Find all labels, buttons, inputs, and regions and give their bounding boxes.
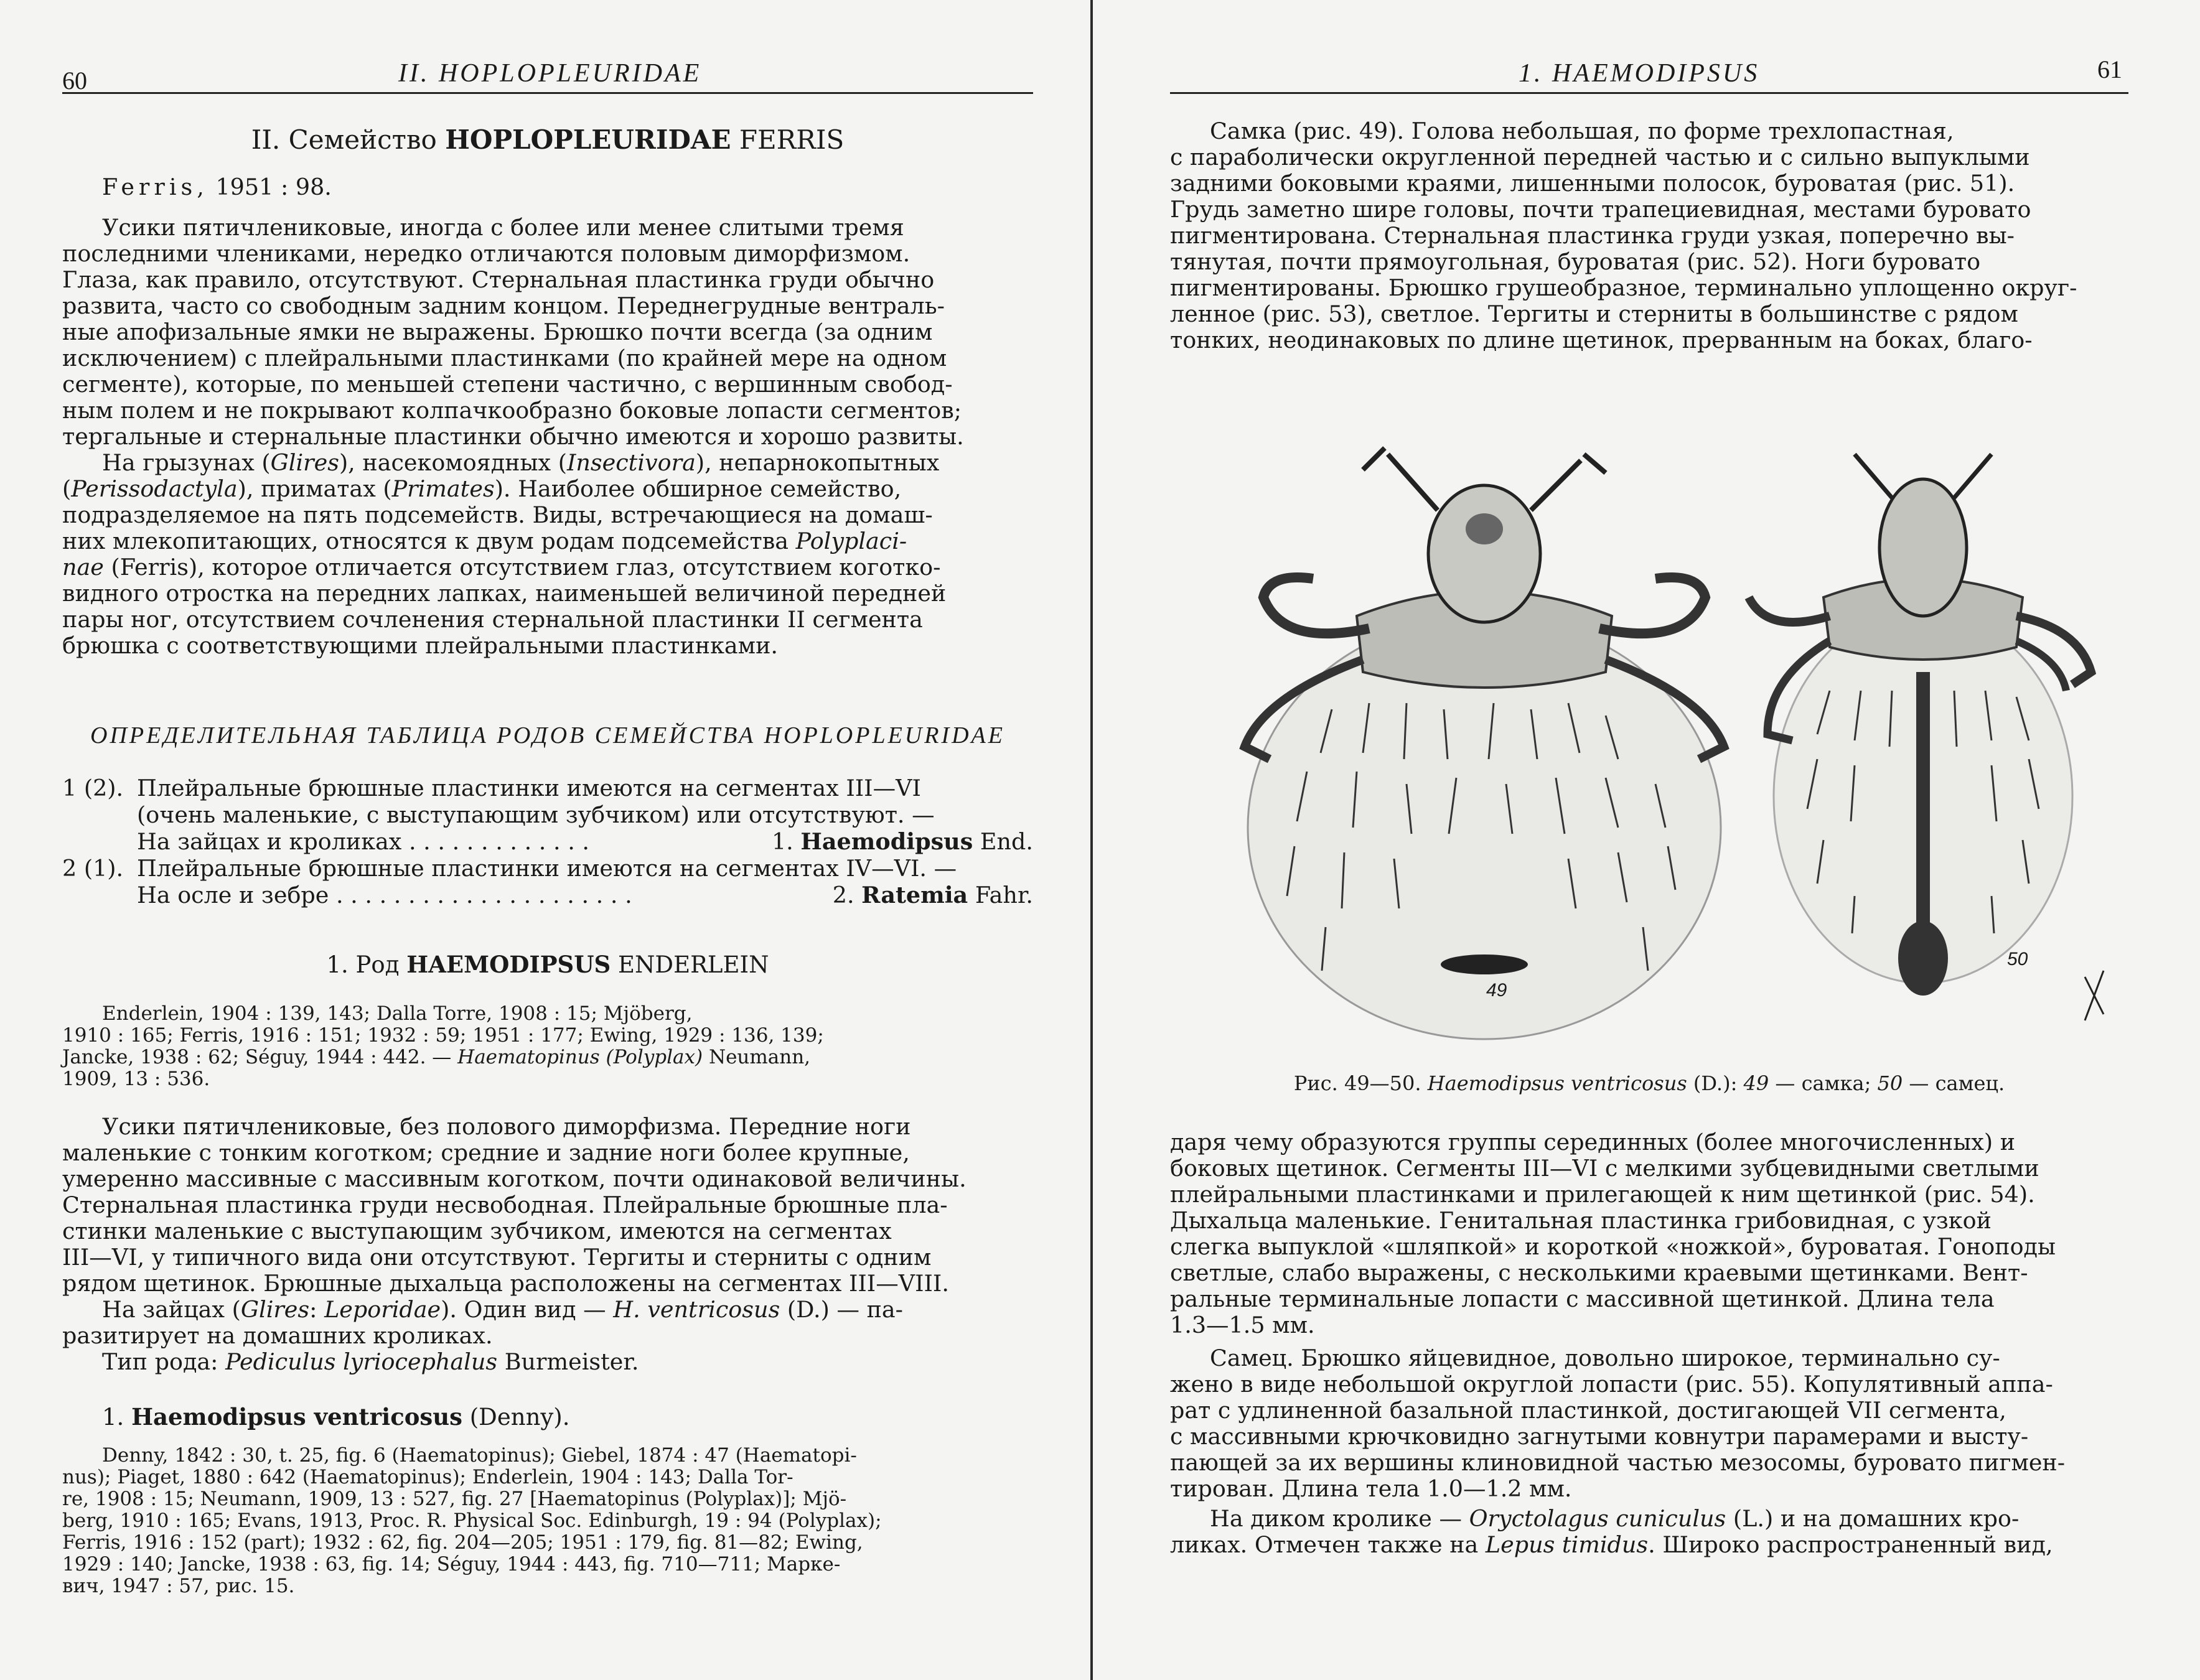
left-page bbox=[62, 0, 1033, 1680]
gutter-shadow bbox=[1090, 0, 1093, 1680]
right-running-head bbox=[1170, 55, 2128, 94]
key-row: 1 (2). Плейральные брюшные пластинки имеются на сегментах III—VI bbox=[62, 775, 921, 801]
genus-description: Усики пятичлениковые, без полового диморфизма. Передние ноги маленькие с тонким коготком; средние и задние ноги более крупные, умеренно массивные с массивным коготком, почти одинаковой величины. Стернальная пластинка груди несвободная. Плейральные брюшные пла- стинки маленькие с выступающим зубчиком, имеются на сегментах III—VI, у типичного вида они отсутствуют. Тергиты и стерниты с одним рядом щетинок. Брюшные дыхальца расположены на сегментах III—VIII. На зайцах (Glires: Leporidae). Один вид — H. ventricosus (D.) — па- разитирует на домашних кроликах. Тип рода: Pediculus lyriocephalus Burmeister. bbox=[62, 1113, 967, 1375]
page-number: 61 bbox=[2097, 55, 2122, 83]
key-row: 2 (1). Плейральные брюшные пластинки имеются на сегментах IV—VI. — bbox=[62, 855, 957, 882]
family-heading: II. Семейство HOPLOPLEURIDAE FERRIS bbox=[251, 124, 845, 155]
louse-illustrations bbox=[1170, 411, 2128, 1045]
figure-number-49: 49 bbox=[1486, 980, 1507, 1001]
key-heading: ОПРЕДЕЛИТЕЛЬНАЯ ТАБЛИЦА РОДОВ СЕМЕЙСТВА HOPLOPLEURIDAE bbox=[90, 722, 1005, 749]
family-hosts-paragraph: На грызунах (Glires), насекомоядных (Insectivora), непарнокопытных (Perissodactyla), приматах (Primates). Наиболее обширное семейство, подразделяемое на пять подсемейств. Виды, встречающиеся на домаш- них млекопитающих, относятся к двум родам подсемейства Polyplaci- nae (Ferris), которое отличается отсутствием глаз, отсутствием коготко- видного отростка на передних лапках, наименьшей величиной передней пары ног, отсутствием сочленения стернальной пластинки II сегмента брюшка с соответствующими плейральными пластинками. bbox=[62, 449, 947, 659]
species-citation: Denny, 1842 : 30, t. 25, fig. 6 (Haematopinus); Giebel, 1874 : 47 (Haematopi- nus); Piaget, 1880 : 642 (Haematopinus); Enderlein, 1904 : 143; Dalla Tor- re, 1908 : 15; Neumann, 1909, 13 : 527, fig. 27 [Haematopinus (Polyplax)]; Mjö- berg, 1910 : 165; Evans, 1913, Proc. R. Physical Soc. Edinburgh, 19 : 94 (Polyplax); Ferris, 1916 : 152 (part); 1932 : 62, fig. 204—205; 1951 : 179, fig. 81—82; Ewing, 1929 : 140; Jancke, 1938 : 63, fig. 14; Séguy, 1944 : 443, fig. 710—711; Марке- вич, 1947 : 57, рис. 15. bbox=[62, 1444, 882, 1597]
page-number: 60 bbox=[62, 67, 87, 95]
species-heading: 1. Haemodipsus ventricosus (Denny). bbox=[102, 1403, 570, 1430]
figure-caption: Рис. 49—50. Haemodipsus ventricosus (D.): 49 — самка; 50 — самец. bbox=[1293, 1071, 2005, 1095]
key-row: (очень маленькие, с выступающим зубчиком) или отсутствуют. — bbox=[137, 801, 935, 828]
key-row: На зайцах и кроликах . . . . . . . . . . . . . 1. Haemodipsus End. bbox=[137, 828, 1033, 855]
figure-number-50: 50 bbox=[2007, 949, 2028, 969]
genus-heading: 1. Род HAEMODIPSUS ENDERLEIN bbox=[326, 951, 769, 978]
female-description-continued: даря чему образуются группы серединных (более многочисленных) и боковых щетинок. Сегменты III—VI с мелкими зубцевидными светлыми плейральными пластинками и прилегающей к ним щетинкой (рис. 54). Дыхальца маленькие. Генитальная пластинка грибовидная, с узкой слегка выпуклой «шляпкой» и короткой «ножкой», буроватая. Гоноподы светлые, слабо выражены, с несколькими краевыми щетинками. Вент- ральные терминальные лопасти с массивной щетинкой. Длина тела 1.3—1.5 мм. bbox=[1170, 1129, 2056, 1338]
figure-49-50 bbox=[1170, 411, 2128, 1045]
genus-citation: Enderlein, 1904 : 139, 143; Dalla Torre, 1908 : 15; Mjöberg, 1910 : 165; Ferris, 1916 : 151; 1932 : 59; 1951 : 177; Ewing, 1929 : 136, 139; Jancke, 1938 : 62; Séguy, 1944 : 442. — Haematopinus (Polyplax) Neumann, 1909, 13 : 536. bbox=[62, 1002, 824, 1090]
running-head-title: II. HOPLOPLEURIDAE bbox=[398, 59, 702, 88]
running-head-title: 1. HAEMODIPSUS bbox=[1519, 59, 1760, 88]
key-row: На осле и зебре . . . . . . . . . . . . . . . . . . . . . 2. Ratemia Fahr. bbox=[137, 882, 1033, 908]
species-hosts: На диком кролике — Oryctolagus cuniculus (L.) и на домашних кро- ликах. Отмечен также на Lepus timidus. Широко распространенный вид, bbox=[1170, 1505, 2053, 1558]
genera-key bbox=[62, 775, 1033, 908]
right-page bbox=[1170, 0, 2128, 1680]
female-description: Самка (рис. 49). Голова небольшая, по форме трехлопастная, с параболически округленной передней частью и с сильно выпуклыми задними боковыми краями, лишенными полосок, буроватая (рис. 51). Грудь заметно шире головы, почти трапециевидная, местами буровато пигментирована. Стернальная пластинка груди узкая, поперечно вы- тянутая, почти прямоугольная, буроватая (рис. 52). Ноги буровато пигментированы. Брюшко грушеобразное, терминально уплощенно округ- ленное (рис. 53), светлое. Тергиты и стерниты в большинстве с рядом тонких, неодинаковых по длине щетинок, прерванным на боках, благо- bbox=[1170, 118, 2077, 353]
family-citation: Ferris, 1951 : 98. bbox=[102, 174, 332, 200]
family-description: Усики пятичлениковые, иногда с более или менее слитыми тремя последними члениками, нередко отличаются половым диморфизмом. Глаза, как правило, отсутствуют. Стернальная пластинка груди обычно развита, часто со свободным задним концом. Переднегрудные вентраль- ные апофизальные ямки не выражены. Брюшко почти всегда (за одним исключением) с плейральными пластинками (по крайней мере на одном сегменте), которые, по меньшей степени частично, с вершинным свобод- ным полем и не покрывают колпачкообразно боковые лопасти сегментов; тергальные и стернальные пластинки обычно имеются и хорошо развиты. bbox=[62, 214, 964, 450]
left-running-head bbox=[62, 55, 1033, 94]
male-description: Самец. Брюшко яйцевидное, довольно широкое, терминально су- жено в виде небольшой округлой лопасти (рис. 55). Копулятивный аппа- рат с удлиненной базальной пластинкой, достигающей VII сегмента, с массивными крючковидно загнутыми ковнутри парамерами и высту- пающей за их вершины клиновидной частью мезосомы, буровато пигмен- тирован. Длина тела 1.0—1.2 мм. bbox=[1170, 1345, 2066, 1502]
